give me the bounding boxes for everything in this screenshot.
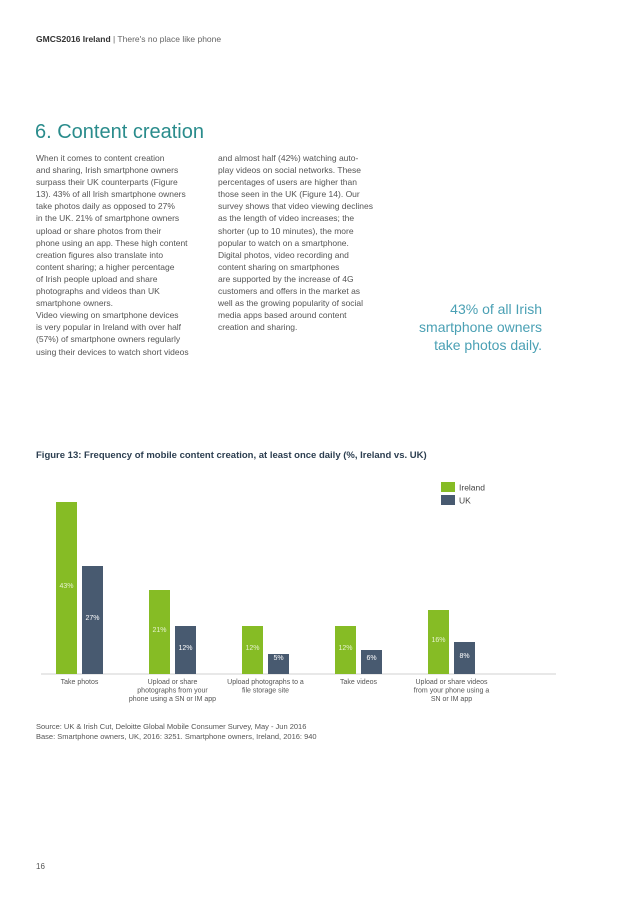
body-text-left: When it comes to content creation and sharing, Irish smartphone owners surpass their UK counterparts (Figure 13). 43% of all Irish smartphone owners take photos daily as opposed to 27% in the UK. 21% of smartphone owners upload or share photos from their phone using an app. These high content creation figures also translate into content sharing; a higher percentage of Irish people upload and share photographs and videos than UK smartphone owners. Video viewing on smartphone devices is very popular in Ireland with over half (57%) of smartphone owners regularly using their devices to watch short videos: [36, 153, 189, 357]
body-text-middle: and almost half (42%) watching auto- play videos on social networks. These percentages of users are higher than those seen in the UK (Figure 14). Our survey shows that video viewing declines as the length of video increases; the shorter (up to 10 minutes), the more popular to watch on a smartphone. Digital photos, video recording and content sharing on smartphones are supported by the increase of 4G customers and offers in the market as well as the growing popularity of social media apps based around content creation and sharing.: [218, 153, 373, 333]
x-tick-label: [129, 679, 216, 703]
x-tick-label-line: Upload photographs to a: [227, 679, 304, 686]
x-tick-label: [61, 679, 99, 686]
x-tick-label-line: phone using a SN or IM app: [128, 696, 217, 703]
bar-value-label: 12%: [178, 645, 193, 652]
x-tick-label-line: photographs from your: [137, 687, 208, 695]
bar-value-label: 12%: [338, 645, 353, 652]
report-name: GMCS2016 Ireland: [36, 34, 111, 44]
figure-title: Figure 13: Frequency of mobile content creation, at least once daily (%, Ireland vs. UK): [36, 450, 427, 461]
pull-quote: 43% of all Irish smartphone owners take photos daily.: [419, 301, 542, 353]
x-tick-label-line: from your phone using a: [413, 687, 490, 695]
bar-value-label: 6%: [366, 655, 377, 662]
x-tick-label-line: Take photos: [60, 679, 99, 686]
bar-value-label: 12%: [245, 645, 260, 652]
section-title: 6. Content creation: [35, 121, 204, 143]
x-tick-label-line: Upload or share: [147, 679, 198, 686]
x-tick-label-line: Upload or share videos: [415, 679, 488, 686]
bar-chart: [36, 470, 596, 710]
figure-source: [36, 722, 317, 741]
header-separator: |: [110, 34, 118, 44]
bar-uk-4: [361, 650, 382, 674]
legend-label-uk: UK: [459, 495, 471, 506]
source-text: Source: UK & Irish Cut, Deloitte Global Mobile Consumer Survey, May - Jun 2016 Base: Smartphone owners, UK, 2016: 3251. Smartphone owners, Ireland, 2016: 940: [36, 722, 317, 741]
x-tick-label: [414, 679, 490, 703]
legend-label-ireland: Ireland: [459, 482, 485, 493]
bar-value-label: 16%: [431, 637, 446, 644]
bar-value-label: 27%: [85, 615, 100, 622]
legend-swatch-uk: [441, 495, 455, 505]
report-subtitle: There's no place like phone: [117, 34, 222, 44]
page-header: [36, 34, 221, 44]
bar-value-label: 5%: [273, 655, 284, 662]
legend-swatch-ireland: [441, 482, 455, 492]
x-tick-label-line: SN or IM app: [430, 696, 473, 703]
x-tick-label: [227, 679, 304, 695]
body-column-middle: [218, 152, 394, 333]
x-tick-label: [340, 679, 377, 686]
bar-value-label: 43%: [59, 583, 74, 590]
page-number: 16: [36, 862, 45, 871]
body-column-left: [36, 152, 212, 358]
x-tick-label-line: file storage site: [241, 687, 290, 695]
bar-value-label: 21%: [152, 627, 167, 634]
x-tick-label-line: Take videos: [340, 679, 377, 686]
bar-value-label: 8%: [459, 653, 470, 660]
